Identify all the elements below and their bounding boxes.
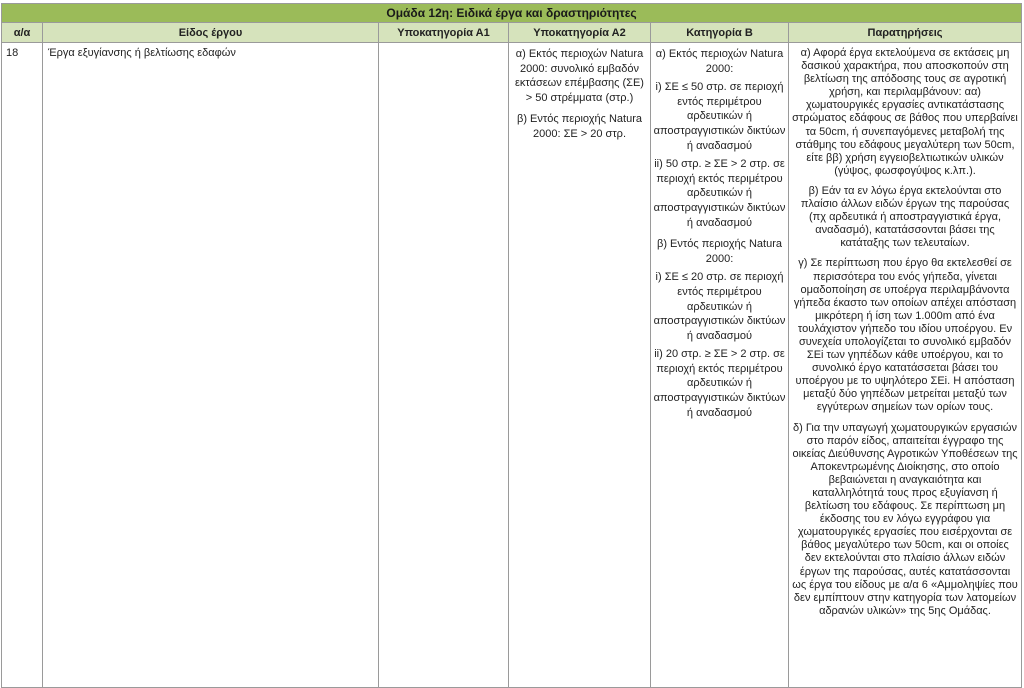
cat-b-item: i) ΣΕ ≤ 20 στρ. σε περιοχή εντός περιμέτρου αρδευτικών ή αποστραγγιστικών δικτύων ή αναδασμού — [653, 271, 786, 342]
sub-a2-item: α) Εκτός περιοχών Natura 2000: συνολικό εμβαδόν εκτάσεων επέμβασης (ΣΕ) > 50 στρέμματα (στρ.) — [515, 48, 644, 104]
cat-b-heading: α) Εκτός περιοχών Natura 2000: — [655, 48, 784, 75]
row-cat-b — [651, 43, 789, 688]
table-header-row — [2, 23, 1022, 43]
row-sub-a2 — [509, 43, 651, 688]
header-notes: Παρατηρήσεις — [789, 23, 1022, 43]
note-item: γ) Σε περίπτωση που έργο θα εκτελεσθεί σε περισσότερα του ενός γήπεδα, γίνεται ομαδοποίηση σε υποέργα περιλαμβάνοντα γήπεδα έκαστο των οποίων απέχει απόσταση μικρότερη ή ίση των 1.000m από ένα τουλάχιστον γήπεδο του ιδίου υποέργου. Εν συνεχεία υπολογίζεται το συνολικό εμβαδόν ΣΕi των γηπέδων κάθε υποέργου, και το συνολικό έργο κατατάσσεται βάσει του υποέργου με το υψηλότερο ΣΕi. Η απόσταση μεταξύ δύο γηπέδων μετρείται μεταξύ των εγγύτερων σημείων των ορίων τους. — [793, 257, 1017, 414]
sub-a2-item: β) Εντός περιοχής Natura 2000: ΣΕ > 20 στρ. — [517, 113, 642, 140]
table-row — [2, 43, 1022, 688]
cat-b-item: ii) 20 στρ. ≥ ΣΕ > 2 στρ. σε περιοχή εκτός περιμέτρου αρδευτικών ή αποστραγγιστικών δικτύων ή αναδασμού — [653, 348, 786, 419]
row-sub-a1 — [379, 43, 509, 688]
cat-b-item: i) ΣΕ ≤ 50 στρ. σε περιοχή εντός περιμέτρου αρδευτικών ή αποστραγγιστικών δικτύων ή αναδασμού — [653, 81, 786, 152]
note-item: β) Εάν τα εν λόγω έργα εκτελούνται στο πλαίσιο άλλων ειδών έργων της παρούσας (πχ αρδευτικά ή αποστραγγιστικά έργα, αναδασμό), κατατάσσονται βάσει της κατάταξης των τελευταίων. — [800, 184, 1010, 250]
projects-table — [1, 3, 1022, 688]
row-num: 18 — [2, 43, 43, 688]
header-type: Είδος έργου — [43, 23, 379, 43]
cat-b-heading: β) Εντός περιοχής Natura 2000: — [657, 238, 782, 265]
document-page — [1, 3, 1021, 688]
header-sub-a2: Υποκατηγορία Α2 — [509, 23, 651, 43]
row-notes — [789, 43, 1022, 688]
table-title-row — [2, 4, 1022, 23]
row-type: Έργα εξυγίανσης ή βελτίωσης εδαφών — [43, 43, 379, 688]
note-item: δ) Για την υπαγωγή χωματουργικών εργασιών στο παρόν είδος, απαιτείται έγγραφο της οικείας Διεύθυνσης Αγροτικών Υποθέσεων της Αποκεντρωμένης Διοίκησης, στο οποίο βεβαιώνεται η αναγκαιότητα και καταλληλότητά τους προς εξυγίανση ή βελτίωση του εδάφους. Σε περίπτωση μη έκδοσης του εν λόγω εγγράφου για χωματουργικές εργασίες που εισέρχονται σε βάθος μεγαλύτερο των 50cm, και οι οποίες δεν εκτελούνται στο πλαίσιο άλλων ειδών έργων της παρούσας, αυτές κατατάσσονται ως έργα του είδους με α/α 6 «Αμμοληψίες που δεν εμπίπτουν στην κατηγορία των λατομείων αδρανών υλικών» της 5ης Ομάδας. — [792, 421, 1018, 617]
cat-b-item: ii) 50 στρ. ≥ ΣΕ > 2 στρ. σε περιοχή εκτός περιμέτρου αρδευτικών ή αποστραγγιστικών δικτύων ή αναδασμού — [653, 158, 786, 229]
header-sub-a1: Υποκατηγορία Α1 — [379, 23, 509, 43]
header-cat-b: Κατηγορία Β — [651, 23, 789, 43]
header-num: α/α — [2, 23, 43, 43]
note-item: α) Αφορά έργα εκτελούμενα σε εκτάσεις μη δασικού χαρακτήρα, που αποσκοπούν στη βελτίωση της απόδοσης τους σε αγροτική χρήση, και περιλαμβάνουν: αα) χωματουργικές εργασίες αντικατάστασης στρώματος εδάφους σε βάθος που υπερβαίνει τα 50cm, ή συνεπαγόμενες μεταβολή της στάθμης του εδάφους μεγαλύτερη των 50cm, είτε ββ) χρήση εγγειοβελτιωτικών υλικών (γύψος, φωσφογύψος κ.λπ.). — [792, 47, 1018, 177]
table-title: Ομάδα 12η: Ειδικά έργα και δραστηριότητες — [2, 4, 1022, 23]
